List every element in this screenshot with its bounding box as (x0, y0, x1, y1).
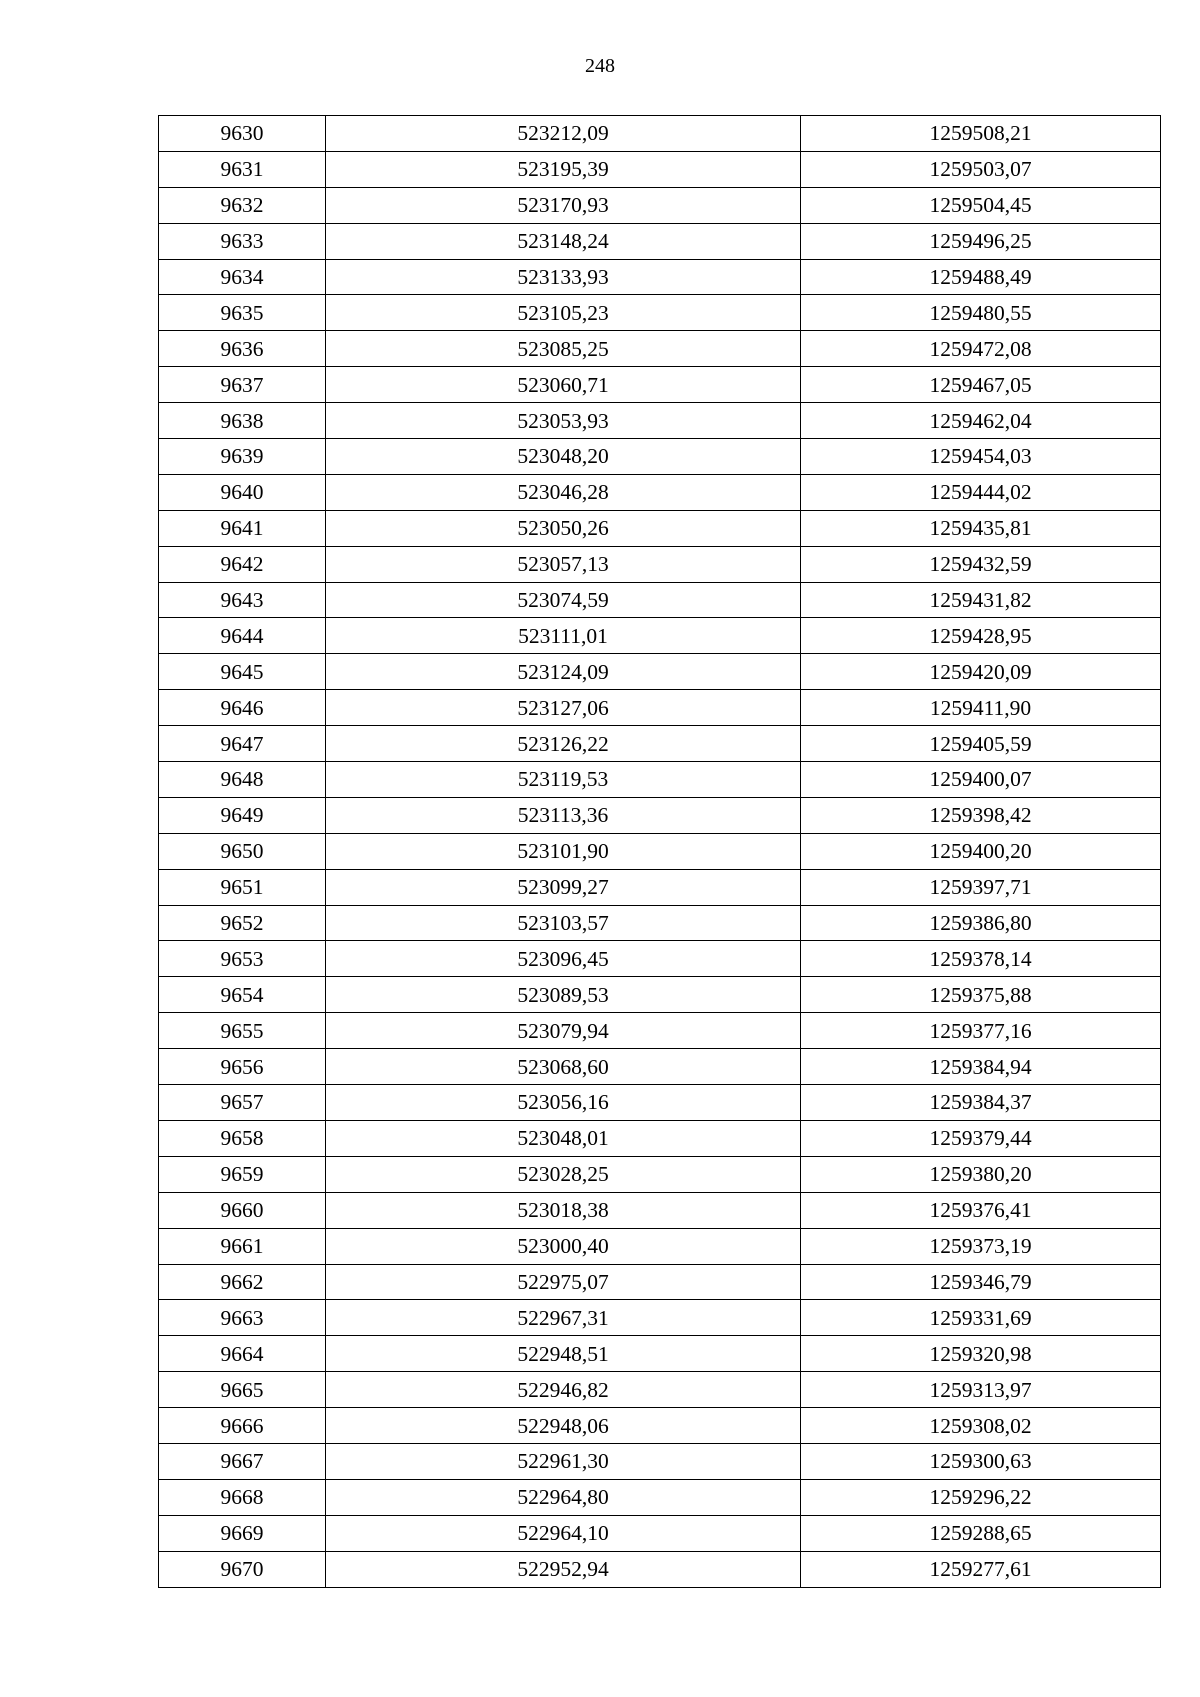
y-coordinate-cell: 1259308,02 (801, 1408, 1161, 1444)
y-coordinate-cell: 1259277,61 (801, 1551, 1161, 1587)
x-coordinate-cell: 523133,93 (326, 259, 801, 295)
x-coordinate-cell: 523000,40 (326, 1228, 801, 1264)
table-row (159, 1264, 1161, 1300)
x-coordinate-cell: 523018,38 (326, 1192, 801, 1228)
x-coordinate-cell: 522948,51 (326, 1336, 801, 1372)
x-coordinate-cell: 522948,06 (326, 1408, 801, 1444)
y-coordinate-cell: 1259428,95 (801, 618, 1161, 654)
table-row (159, 941, 1161, 977)
point-number-cell: 9659 (159, 1156, 326, 1192)
point-number-cell: 9637 (159, 367, 326, 403)
y-coordinate-cell: 1259300,63 (801, 1443, 1161, 1479)
table-row (159, 331, 1161, 367)
x-coordinate-cell: 523056,16 (326, 1085, 801, 1121)
table-row (159, 439, 1161, 475)
y-coordinate-cell: 1259405,59 (801, 726, 1161, 762)
y-coordinate-cell: 1259503,07 (801, 151, 1161, 187)
x-coordinate-cell: 523089,53 (326, 977, 801, 1013)
y-coordinate-cell: 1259432,59 (801, 546, 1161, 582)
x-coordinate-cell: 523170,93 (326, 187, 801, 223)
x-coordinate-cell: 523048,01 (326, 1120, 801, 1156)
point-number-cell: 9665 (159, 1372, 326, 1408)
y-coordinate-cell: 1259435,81 (801, 510, 1161, 546)
point-number-cell: 9660 (159, 1192, 326, 1228)
y-coordinate-cell: 1259397,71 (801, 869, 1161, 905)
point-number-cell: 9638 (159, 403, 326, 439)
y-coordinate-cell: 1259488,49 (801, 259, 1161, 295)
x-coordinate-cell: 523113,36 (326, 797, 801, 833)
x-coordinate-cell: 523101,90 (326, 833, 801, 869)
table-row (159, 977, 1161, 1013)
y-coordinate-cell: 1259288,65 (801, 1515, 1161, 1551)
table-row (159, 1443, 1161, 1479)
x-coordinate-cell: 523126,22 (326, 726, 801, 762)
y-coordinate-cell: 1259384,37 (801, 1085, 1161, 1121)
x-coordinate-cell: 522967,31 (326, 1300, 801, 1336)
table-row (159, 1085, 1161, 1121)
y-coordinate-cell: 1259420,09 (801, 654, 1161, 690)
y-coordinate-cell: 1259378,14 (801, 941, 1161, 977)
x-coordinate-cell: 522975,07 (326, 1264, 801, 1300)
y-coordinate-cell: 1259504,45 (801, 187, 1161, 223)
y-coordinate-cell: 1259480,55 (801, 295, 1161, 331)
table-row (159, 618, 1161, 654)
point-number-cell: 9670 (159, 1551, 326, 1587)
table-row (159, 223, 1161, 259)
y-coordinate-cell: 1259431,82 (801, 582, 1161, 618)
table-row (159, 762, 1161, 798)
table-row (159, 1515, 1161, 1551)
point-number-cell: 9646 (159, 690, 326, 726)
y-coordinate-cell: 1259296,22 (801, 1479, 1161, 1515)
point-number-cell: 9653 (159, 941, 326, 977)
table-row (159, 1156, 1161, 1192)
x-coordinate-cell: 522946,82 (326, 1372, 801, 1408)
point-number-cell: 9644 (159, 618, 326, 654)
table-row (159, 546, 1161, 582)
point-number-cell: 9658 (159, 1120, 326, 1156)
point-number-cell: 9633 (159, 223, 326, 259)
table-row (159, 726, 1161, 762)
table-row (159, 833, 1161, 869)
y-coordinate-cell: 1259373,19 (801, 1228, 1161, 1264)
table-row (159, 510, 1161, 546)
point-number-cell: 9647 (159, 726, 326, 762)
x-coordinate-cell: 522964,10 (326, 1515, 801, 1551)
x-coordinate-cell: 523068,60 (326, 1049, 801, 1085)
point-number-cell: 9645 (159, 654, 326, 690)
table-row (159, 654, 1161, 690)
point-number-cell: 9634 (159, 259, 326, 295)
x-coordinate-cell: 523053,93 (326, 403, 801, 439)
x-coordinate-cell: 523099,27 (326, 869, 801, 905)
table-row (159, 1372, 1161, 1408)
table-row (159, 1049, 1161, 1085)
point-number-cell: 9650 (159, 833, 326, 869)
table-row (159, 869, 1161, 905)
point-number-cell: 9661 (159, 1228, 326, 1264)
point-number-cell: 9635 (159, 295, 326, 331)
table-row (159, 187, 1161, 223)
point-number-cell: 9630 (159, 116, 326, 152)
x-coordinate-cell: 523048,20 (326, 439, 801, 475)
point-number-cell: 9652 (159, 905, 326, 941)
table-row (159, 1120, 1161, 1156)
table-row (159, 1300, 1161, 1336)
page-number: 248 (585, 55, 615, 77)
x-coordinate-cell: 523105,23 (326, 295, 801, 331)
x-coordinate-cell: 523046,28 (326, 474, 801, 510)
y-coordinate-cell: 1259313,97 (801, 1372, 1161, 1408)
coordinates-table-body (159, 116, 1161, 1588)
x-coordinate-cell: 523195,39 (326, 151, 801, 187)
point-number-cell: 9631 (159, 151, 326, 187)
table-row (159, 1192, 1161, 1228)
table-row (159, 1479, 1161, 1515)
table-row (159, 295, 1161, 331)
y-coordinate-cell: 1259376,41 (801, 1192, 1161, 1228)
point-number-cell: 9667 (159, 1443, 326, 1479)
point-number-cell: 9654 (159, 977, 326, 1013)
y-coordinate-cell: 1259379,44 (801, 1120, 1161, 1156)
y-coordinate-cell: 1259398,42 (801, 797, 1161, 833)
y-coordinate-cell: 1259386,80 (801, 905, 1161, 941)
point-number-cell: 9664 (159, 1336, 326, 1372)
table-row (159, 259, 1161, 295)
point-number-cell: 9643 (159, 582, 326, 618)
x-coordinate-cell: 523096,45 (326, 941, 801, 977)
coordinates-table (158, 115, 1161, 1588)
table-row (159, 1336, 1161, 1372)
point-number-cell: 9668 (159, 1479, 326, 1515)
y-coordinate-cell: 1259462,04 (801, 403, 1161, 439)
y-coordinate-cell: 1259375,88 (801, 977, 1161, 1013)
table-row (159, 1228, 1161, 1264)
table-row (159, 690, 1161, 726)
y-coordinate-cell: 1259400,20 (801, 833, 1161, 869)
y-coordinate-cell: 1259467,05 (801, 367, 1161, 403)
x-coordinate-cell: 523057,13 (326, 546, 801, 582)
table-row (159, 905, 1161, 941)
table-row (159, 403, 1161, 439)
y-coordinate-cell: 1259377,16 (801, 1013, 1161, 1049)
table-row (159, 367, 1161, 403)
y-coordinate-cell: 1259380,20 (801, 1156, 1161, 1192)
table-row (159, 797, 1161, 833)
x-coordinate-cell: 523079,94 (326, 1013, 801, 1049)
x-coordinate-cell: 523028,25 (326, 1156, 801, 1192)
x-coordinate-cell: 523127,06 (326, 690, 801, 726)
point-number-cell: 9669 (159, 1515, 326, 1551)
x-coordinate-cell: 523074,59 (326, 582, 801, 618)
point-number-cell: 9641 (159, 510, 326, 546)
point-number-cell: 9651 (159, 869, 326, 905)
x-coordinate-cell: 523050,26 (326, 510, 801, 546)
x-coordinate-cell: 523212,09 (326, 116, 801, 152)
point-number-cell: 9648 (159, 762, 326, 798)
y-coordinate-cell: 1259496,25 (801, 223, 1161, 259)
x-coordinate-cell: 522961,30 (326, 1443, 801, 1479)
y-coordinate-cell: 1259346,79 (801, 1264, 1161, 1300)
x-coordinate-cell: 523119,53 (326, 762, 801, 798)
x-coordinate-cell: 522964,80 (326, 1479, 801, 1515)
point-number-cell: 9636 (159, 331, 326, 367)
point-number-cell: 9642 (159, 546, 326, 582)
table-row (159, 1408, 1161, 1444)
point-number-cell: 9663 (159, 1300, 326, 1336)
y-coordinate-cell: 1259400,07 (801, 762, 1161, 798)
point-number-cell: 9639 (159, 439, 326, 475)
table-row (159, 1013, 1161, 1049)
y-coordinate-cell: 1259320,98 (801, 1336, 1161, 1372)
y-coordinate-cell: 1259384,94 (801, 1049, 1161, 1085)
point-number-cell: 9640 (159, 474, 326, 510)
y-coordinate-cell: 1259444,02 (801, 474, 1161, 510)
table-row (159, 116, 1161, 152)
point-number-cell: 9666 (159, 1408, 326, 1444)
x-coordinate-cell: 523124,09 (326, 654, 801, 690)
x-coordinate-cell: 523148,24 (326, 223, 801, 259)
y-coordinate-cell: 1259472,08 (801, 331, 1161, 367)
table-row (159, 582, 1161, 618)
point-number-cell: 9655 (159, 1013, 326, 1049)
y-coordinate-cell: 1259508,21 (801, 116, 1161, 152)
y-coordinate-cell: 1259411,90 (801, 690, 1161, 726)
x-coordinate-cell: 523085,25 (326, 331, 801, 367)
point-number-cell: 9632 (159, 187, 326, 223)
y-coordinate-cell: 1259331,69 (801, 1300, 1161, 1336)
x-coordinate-cell: 522952,94 (326, 1551, 801, 1587)
table-row (159, 1551, 1161, 1587)
y-coordinate-cell: 1259454,03 (801, 439, 1161, 475)
x-coordinate-cell: 523103,57 (326, 905, 801, 941)
table-row (159, 474, 1161, 510)
x-coordinate-cell: 523111,01 (326, 618, 801, 654)
point-number-cell: 9662 (159, 1264, 326, 1300)
point-number-cell: 9657 (159, 1085, 326, 1121)
table-row (159, 151, 1161, 187)
point-number-cell: 9649 (159, 797, 326, 833)
point-number-cell: 9656 (159, 1049, 326, 1085)
x-coordinate-cell: 523060,71 (326, 367, 801, 403)
